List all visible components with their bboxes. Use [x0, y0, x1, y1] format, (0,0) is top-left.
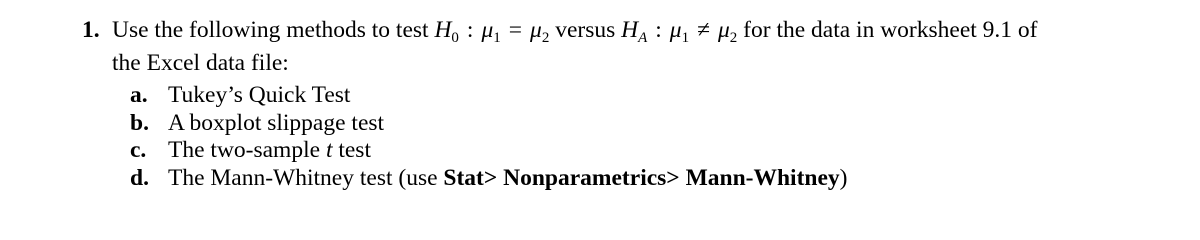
mu-2b-symbol: μ	[718, 17, 730, 43]
mu-1b-subscript: 1	[681, 30, 690, 46]
ha-symbol: H	[621, 17, 639, 43]
alternative-hypothesis	[621, 17, 738, 46]
ha-colon: :	[655, 17, 662, 43]
mu-1-subscript: 1	[493, 30, 501, 46]
menu-path-stat: Stat>	[443, 164, 498, 191]
part-a-text: Tukey’s Quick Test	[168, 82, 351, 108]
part-c-t-symbol: t	[325, 137, 333, 163]
part-c	[130, 137, 847, 165]
problem-trailing-text: for the data in worksheet 9.1 of	[743, 17, 1038, 43]
part-d-letter: d.	[130, 164, 149, 191]
mu-2b-subscript: 2	[729, 30, 738, 46]
null-hypothesis	[434, 17, 550, 46]
part-b-text: A boxplot slippage test	[168, 109, 385, 136]
part-c-text-after: test	[338, 137, 371, 163]
mu-2-subscript: 2	[541, 30, 550, 46]
h0-subscript: 0	[451, 30, 459, 46]
mu-1b-symbol: μ	[669, 17, 682, 43]
part-a	[130, 82, 847, 110]
mu-1-symbol: μ	[481, 17, 494, 43]
equals-sign: =	[508, 17, 523, 43]
part-d	[130, 165, 847, 193]
menu-path-mann-whitney: Mann-Whitney	[685, 164, 840, 191]
mu-2-symbol: μ	[530, 17, 542, 43]
part-b	[130, 110, 847, 138]
part-b-letter: b.	[130, 109, 149, 136]
h0-colon: :	[466, 17, 474, 43]
menu-path-nonparametrics: Nonparametrics>	[503, 164, 680, 191]
h0-symbol: H	[434, 17, 452, 43]
problem-line-2: the Excel data file:	[112, 50, 289, 76]
problem-intro-text: Use the following methods to test	[112, 17, 429, 43]
problem-line-1	[82, 14, 1192, 47]
parts-list	[130, 82, 847, 192]
problem-number: 1.	[82, 17, 100, 43]
part-d-text-before: The Mann-Whitney test (use	[168, 164, 438, 191]
not-equal-sign: ≠	[697, 17, 710, 43]
versus-text: versus	[555, 17, 616, 43]
problem-statement	[82, 14, 1192, 80]
part-a-letter: a.	[130, 82, 148, 108]
part-c-letter: c.	[130, 137, 147, 163]
part-c-text-before: The two-sample	[168, 137, 321, 163]
ha-subscript: A	[638, 30, 648, 46]
part-d-text-after: )	[839, 164, 848, 191]
